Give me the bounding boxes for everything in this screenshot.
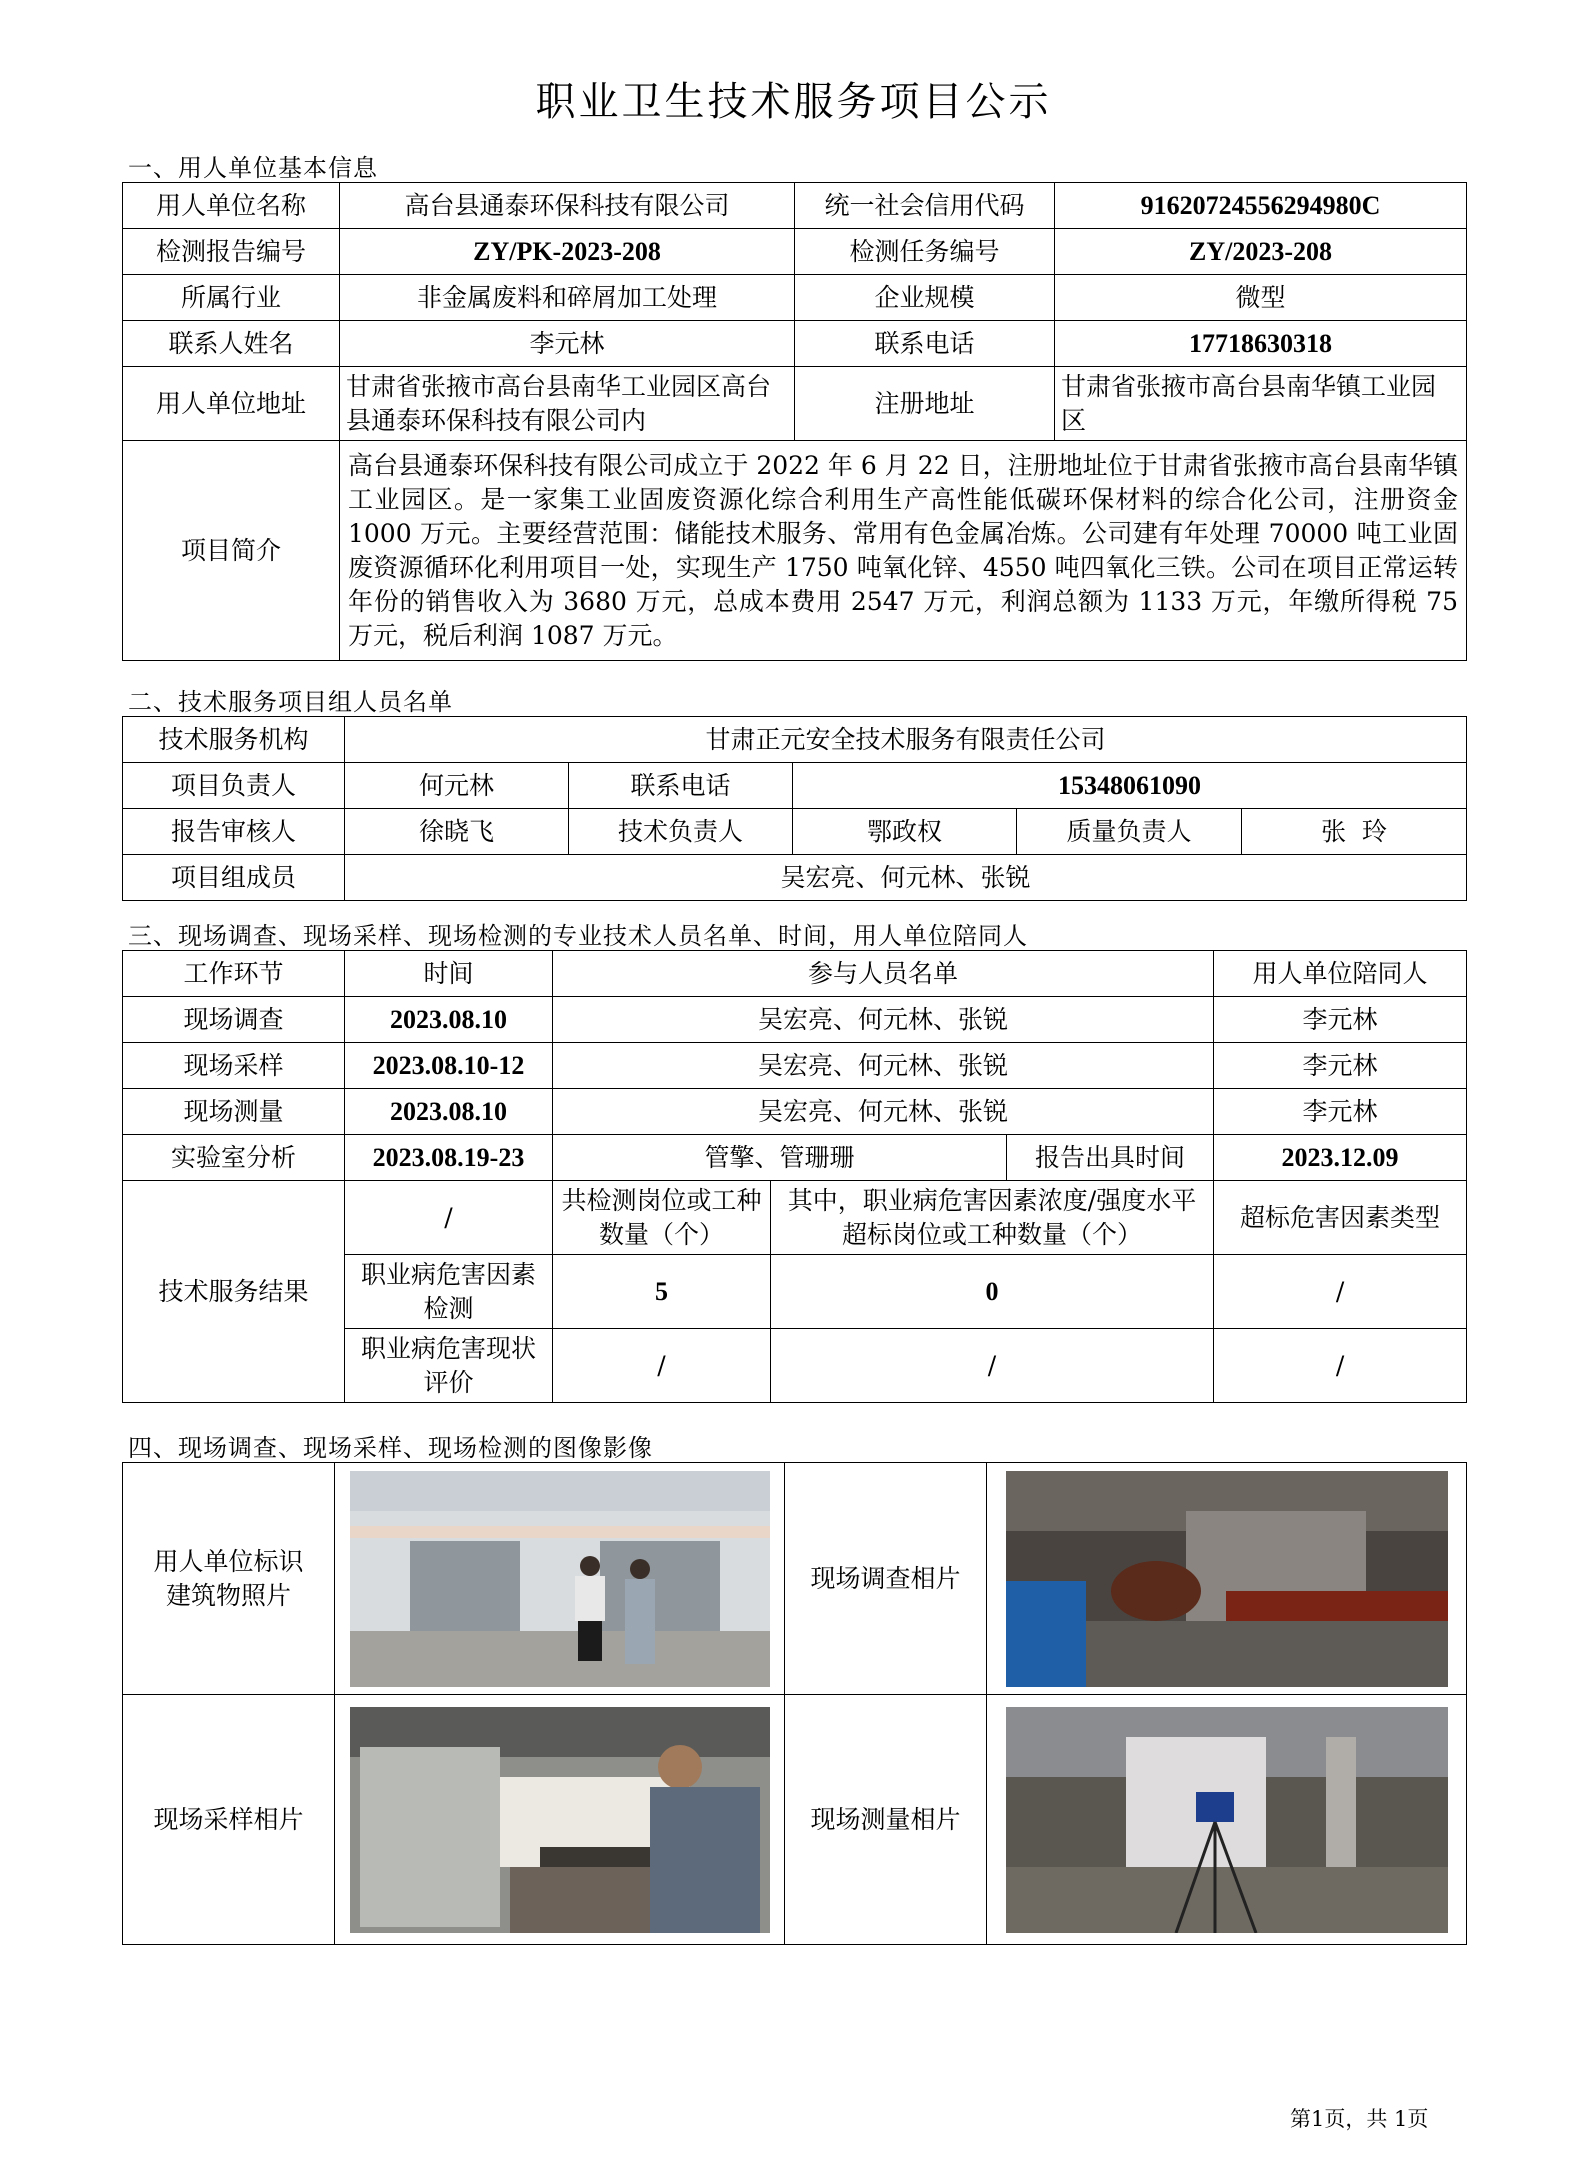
r2-label: 职业病危害现状评价 xyxy=(345,1329,553,1403)
r2-type: / xyxy=(1214,1329,1467,1403)
basic-info-table xyxy=(122,182,1467,661)
scale-label: 企业规模 xyxy=(795,275,1055,321)
section1-heading: 一、用人单位基本信息 xyxy=(128,154,378,182)
result-slash: / xyxy=(345,1181,553,1255)
scale: 微型 xyxy=(1055,275,1467,321)
intro-label: 项目简介 xyxy=(123,441,340,661)
survey-photo-image xyxy=(1006,1471,1448,1687)
unit-name-label: 用人单位名称 xyxy=(123,183,340,229)
reviewer-label: 报告审核人 xyxy=(123,809,345,855)
reviewer: 徐晓飞 xyxy=(345,809,569,855)
p3-label: 现场采样相片 xyxy=(123,1695,335,1945)
col-stage: 工作环节 xyxy=(123,951,345,997)
time: 2023.08.10 xyxy=(345,997,553,1043)
report-time: 2023.12.09 xyxy=(1214,1135,1467,1181)
p4-label: 现场测量相片 xyxy=(785,1695,987,1945)
col-escort: 用人单位陪同人 xyxy=(1214,951,1467,997)
p1-label: 用人单位标识建筑物照片 xyxy=(123,1463,335,1695)
quality-label: 质量负责人 xyxy=(1017,809,1242,855)
reg-address-label: 注册地址 xyxy=(795,367,1055,441)
intro-text: 高台县通泰环保科技有限公司成立于 2022 年 6 月 22 日，注册地址位于甘肃省张掖市高台县南华镇工业园区。是一家集工业固废资源化综合利用生产高性能低碳环保材料的综合化公司，注册资金 1000 万元。主要经营范围：储能技术服务、常用有色金属冶炼。公司建有年处理 70000 吨工业固废资源循环化利用项目一处，实现生产 1750 吨氧化锌、4550 吨四氧化三铁。公司在项目正常运转年份的销售收入为 3680 万元，总成本费用 2547 万元，利润总额为 1133 万元，年缴所得税 75 万元，税后利润 1087 万元。 xyxy=(340,441,1467,661)
org-label: 技术服务机构 xyxy=(123,717,345,763)
section4-heading: 四、现场调查、现场采样、现场检测的图像影像 xyxy=(128,1434,653,1462)
report-no: ZY/PK-2023-208 xyxy=(340,229,795,275)
tech: 鄂政权 xyxy=(793,809,1017,855)
sampling-photo-image xyxy=(350,1707,770,1933)
people: 吴宏亮、何元林、张锐 xyxy=(553,1089,1214,1135)
r1-type: / xyxy=(1214,1255,1467,1329)
escort: 李元林 xyxy=(1214,1043,1467,1089)
onsite-table xyxy=(122,950,1467,1403)
stage: 现场采样 xyxy=(123,1043,345,1089)
industry: 非金属废料和碎屑加工处理 xyxy=(340,275,795,321)
task-no: ZY/2023-208 xyxy=(1055,229,1467,275)
photo-survey xyxy=(987,1463,1467,1695)
report-no-label: 检测报告编号 xyxy=(123,229,340,275)
team-table xyxy=(122,716,1467,901)
lab-people: 管擎、管珊珊 xyxy=(553,1135,1007,1181)
r2-total: / xyxy=(553,1329,771,1403)
org: 甘肃正元安全技术服务有限责任公司 xyxy=(345,717,1467,763)
leader-label: 项目负责人 xyxy=(123,763,345,809)
table-row xyxy=(123,1043,1467,1089)
table-row xyxy=(123,1089,1467,1135)
phone: 17718630318 xyxy=(1055,321,1467,367)
leader: 何元林 xyxy=(345,763,569,809)
credit-code-label: 统一社会信用代码 xyxy=(795,183,1055,229)
r1-over: 0 xyxy=(771,1255,1214,1329)
stage: 现场测量 xyxy=(123,1089,345,1135)
lab-time: 2023.08.19-23 xyxy=(345,1135,553,1181)
time: 2023.08.10 xyxy=(345,1089,553,1135)
page-title: 职业卫生技术服务项目公示 xyxy=(535,79,1052,125)
building-photo-image xyxy=(350,1471,770,1687)
address-label: 用人单位地址 xyxy=(123,367,340,441)
industry-label: 所属行业 xyxy=(123,275,340,321)
members: 吴宏亮、何元林、张锐 xyxy=(345,855,1467,901)
page-footer: 第1页，共 1页 xyxy=(1290,2107,1429,2131)
report-time-label: 报告出具时间 xyxy=(1007,1135,1214,1181)
photo-sampling xyxy=(335,1695,785,1945)
escort: 李元林 xyxy=(1214,1089,1467,1135)
task-no-label: 检测任务编号 xyxy=(795,229,1055,275)
col-total: 共检测岗位或工种数量（个） xyxy=(553,1181,771,1255)
address: 甘肃省张掖市高台县南华工业园区高台县通泰环保科技有限公司内 xyxy=(340,367,795,441)
col-over: 其中，职业病危害因素浓度/强度水平超标岗位或工种数量（个） xyxy=(771,1181,1214,1255)
col-type: 超标危害因素类型 xyxy=(1214,1181,1467,1255)
team-phone: 15348061090 xyxy=(793,763,1467,809)
members-label: 项目组成员 xyxy=(123,855,345,901)
team-phone-label: 联系电话 xyxy=(569,763,793,809)
photo-building xyxy=(335,1463,785,1695)
phone-label: 联系电话 xyxy=(795,321,1055,367)
credit-code: 91620724556294980C xyxy=(1055,183,1467,229)
r1-label: 职业病危害因素检测 xyxy=(345,1255,553,1329)
escort: 李元林 xyxy=(1214,997,1467,1043)
measure-photo-image xyxy=(1006,1707,1448,1933)
contact-label: 联系人姓名 xyxy=(123,321,340,367)
quality: 张 玲 xyxy=(1242,809,1467,855)
lab-stage: 实验室分析 xyxy=(123,1135,345,1181)
table-row xyxy=(123,1135,1467,1181)
stage: 现场调查 xyxy=(123,997,345,1043)
people: 吴宏亮、何元林、张锐 xyxy=(553,1043,1214,1089)
result-label: 技术服务结果 xyxy=(123,1181,345,1403)
photo-measure xyxy=(987,1695,1467,1945)
r2-over: / xyxy=(771,1329,1214,1403)
contact: 李元林 xyxy=(340,321,795,367)
unit-name: 高台县通泰环保科技有限公司 xyxy=(340,183,795,229)
p2-label: 现场调查相片 xyxy=(785,1463,987,1695)
people: 吴宏亮、何元林、张锐 xyxy=(553,997,1214,1043)
section2-heading: 二、技术服务项目组人员名单 xyxy=(128,688,453,716)
section3-heading: 三、现场调查、现场采样、现场检测的专业技术人员名单、时间，用人单位陪同人 xyxy=(128,922,1028,950)
reg-address: 甘肃省张掖市高台县南华镇工业园区 xyxy=(1055,367,1467,441)
col-time: 时间 xyxy=(345,951,553,997)
tech-label: 技术负责人 xyxy=(569,809,793,855)
col-people: 参与人员名单 xyxy=(553,951,1214,997)
r1-total: 5 xyxy=(553,1255,771,1329)
photo-table xyxy=(122,1462,1467,1945)
table-row xyxy=(123,997,1467,1043)
time: 2023.08.10-12 xyxy=(345,1043,553,1089)
